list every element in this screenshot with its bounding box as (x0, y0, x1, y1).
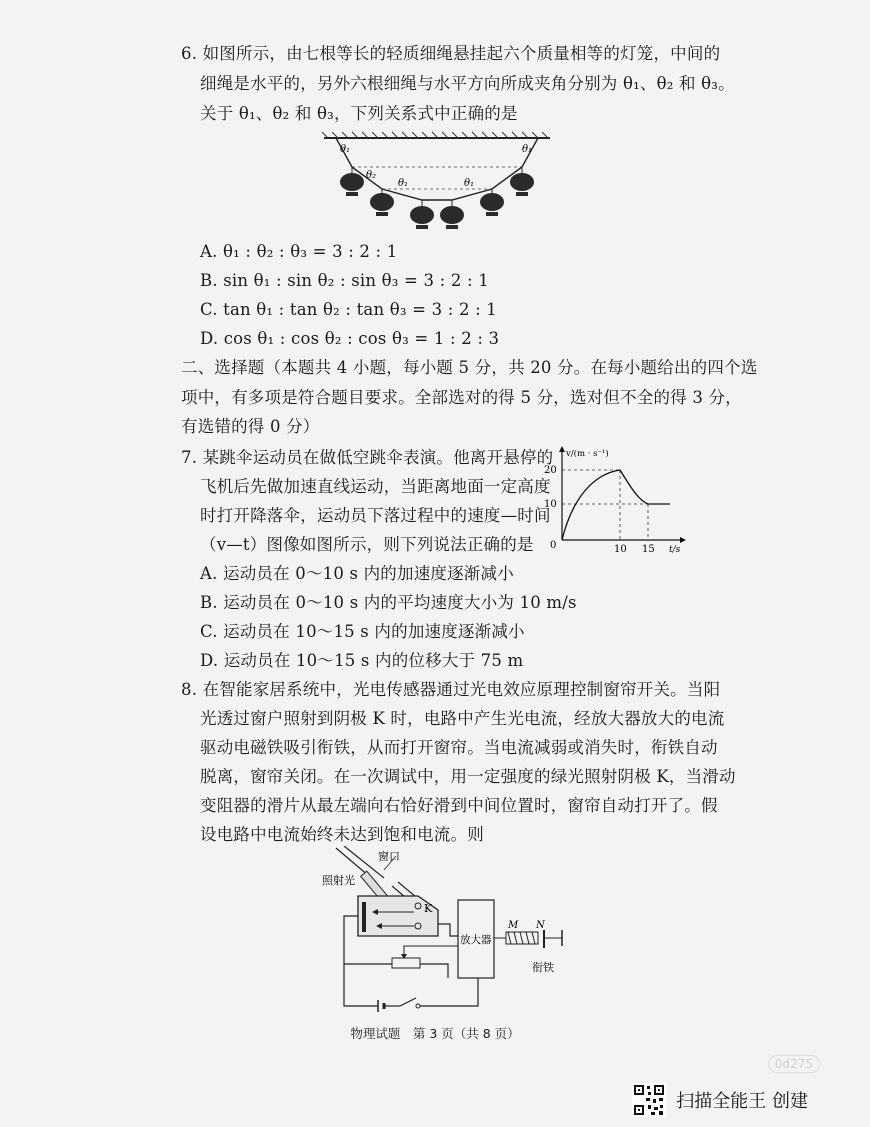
q6-option-d: D. cos θ₁ : cos θ₂ : cos θ₃ = 1 : 2 : 3 (200, 329, 500, 348)
n-label: N (536, 920, 545, 931)
q7-line3: 时打开降落伞，运动员下落过程中的速度—时间 (200, 506, 551, 525)
graph-xtick-10: 10 (614, 544, 627, 555)
q6-line1: 6. 如图所示，由七根等长的轻质细绳悬挂起六个质量相等的灯笼，中间的 (181, 44, 721, 63)
graph-ytick-10: 10 (544, 499, 557, 510)
q6-option-a: A. θ₁ : θ₂ : θ₃ = 3 : 2 : 1 (200, 242, 398, 261)
q7-line2: 飞机后先做加速直线运动，当距离地面一定高度 (200, 477, 551, 496)
graph-ytick-20: 20 (544, 465, 557, 476)
cathode-label: K (424, 902, 433, 915)
q6-option-b: B. sin θ₁ : sin θ₂ : sin θ₃ = 3 : 2 : 1 (200, 271, 489, 290)
qr-code-icon (632, 1083, 666, 1117)
graph-ylabel: v/(m · s⁻¹) (566, 449, 609, 459)
watermark-text: 扫描全能王 创建 (676, 1091, 808, 1112)
graph-origin: 0 (550, 540, 557, 551)
q7-line4: （v—t）图像如图所示，则下列说法正确的是 (200, 535, 534, 554)
q8-line5: 变阻器的滑片从最左端向右恰好滑到中间位置时，窗帘自动打开了。假 (200, 796, 718, 815)
theta1-right-top: θ₁ (522, 144, 533, 155)
theta1-left-top: θ₁ (340, 144, 351, 155)
q8-line2: 光透过窗户照射到阴极 K 时，电路中产生光电流，经放大器放大的电流 (200, 709, 725, 728)
q7-option-c: C. 运动员在 10～15 s 内的加速度逐渐减小 (200, 622, 525, 641)
q6-line2: 细绳是水平的，另外六根细绳与水平方向所成夹角分别为 θ₁、θ₂ 和 θ₃。 (200, 74, 735, 93)
amplifier-label: 放大器 (460, 934, 492, 946)
section2-line1: 二、选择题（本题共 4 小题，每小题 5 分，共 20 分。在每小题给出的四个选 (181, 358, 758, 377)
circuit-figure (318, 846, 568, 1016)
q7-option-b: B. 运动员在 0～10 s 内的平均速度大小为 10 m/s (200, 593, 577, 612)
section2-line3: 有选错的得 0 分） (181, 417, 320, 436)
page-footer: 物理试题 第 3 页（共 8 页） (350, 1026, 520, 1041)
q7-line1: 7. 某跳伞运动员在做低空跳伞表演。他离开悬停的 (181, 448, 554, 467)
q6-line3: 关于 θ₁、θ₂ 和 θ₃，下列关系式中正确的是 (200, 104, 518, 123)
lantern-figure (322, 130, 552, 235)
q8-line1: 8. 在智能家居系统中，光电传感器通过光电效应原理控制窗帘开关。当阳 (181, 680, 721, 699)
graph-xlabel: t/s (669, 545, 681, 555)
theta1-right-mid: θ₁ (464, 178, 475, 189)
light-label: 照射光 (322, 874, 355, 887)
vt-graph (538, 444, 688, 556)
m-label: M (508, 920, 519, 931)
q6-option-c: C. tan θ₁ : tan θ₂ : tan θ₃ = 3 : 2 : 1 (200, 300, 497, 319)
graph-xtick-15: 15 (642, 544, 655, 555)
section2-line2: 项中，有多项是符合题目要求。全部选对的得 5 分，选对但不全的得 3 分， (181, 388, 742, 407)
armature-label: 衔铁 (532, 961, 554, 974)
q7-option-a: A. 运动员在 0～10 s 内的加速度逐渐减小 (200, 564, 514, 583)
q8-line4: 脱离，窗帘关闭。在一次调试中，用一定强度的绿光照射阴极 K，当滑动 (200, 767, 736, 786)
theta1-left-mid: θ₁ (398, 178, 409, 189)
page-stamp: 0d275 (768, 1055, 820, 1073)
q7-option-d: D. 运动员在 10～15 s 内的位移大于 75 m (200, 651, 524, 670)
q8-line6: 设电路中电流始终未达到饱和电流。则 (200, 825, 484, 844)
theta2-label: θ₂ (366, 170, 377, 181)
scanner-watermark (632, 1083, 808, 1117)
window-label: 窗口 (378, 850, 400, 863)
q8-line3: 驱动电磁铁吸引衔铁，从而打开窗帘。当电流减弱或消失时，衔铁自动 (200, 738, 718, 757)
